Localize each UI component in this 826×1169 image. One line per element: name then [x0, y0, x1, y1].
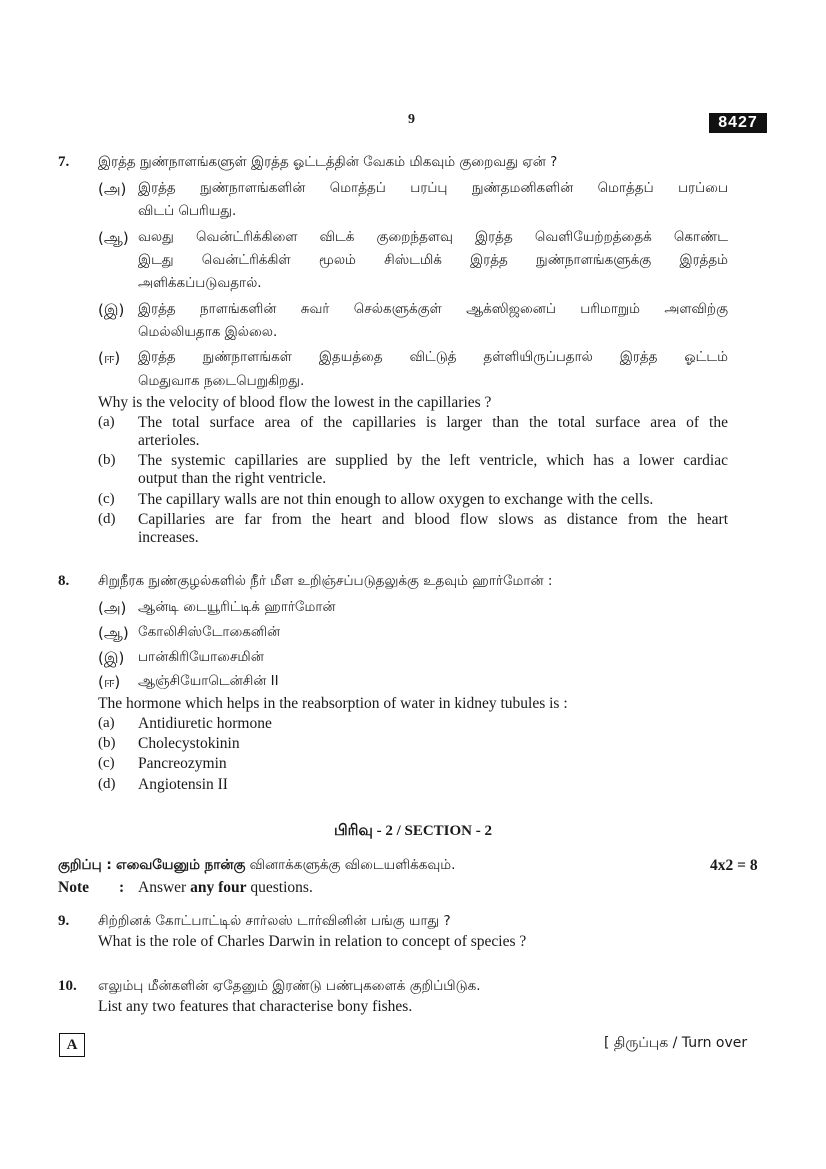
turn-over-text: [ திருப்புக / Turn over [604, 1035, 748, 1051]
paper-code-badge: 8427 [709, 113, 767, 133]
note-tamil-rest: வினாக்களுக்கு விடையளிக்கவும். [249, 857, 456, 873]
q7-english-option-label: (b) [98, 452, 116, 468]
question-8-english: The hormone which helps in the reabsorption of water in kidney tubules is : [98, 695, 568, 712]
q7-english-option-text: Capillaries are far from the heart and blood flow slows as distance from the heart [138, 511, 728, 528]
q8-english-option-label: (b) [98, 735, 116, 751]
q7-english-option-text: The systemic capillaries are supplied by the left ventricle, which has a lower cardiac [138, 452, 728, 469]
q7-tamil-option-label: (ஆ) [98, 229, 129, 247]
question-7-english: Why is the velocity of blood flow the lowest in the capillaries ? [98, 394, 492, 411]
q7-tamil-option-text: மெதுவாக நடைபெறுகிறது. [138, 373, 305, 389]
question-9-english: What is the role of Charles Darwin in relation to concept of species ? [98, 933, 527, 950]
q8-tamil-option-label: (ஆ) [98, 624, 129, 642]
q7-tamil-option-text: இடது வென்ட்ரிக்கிள் மூலம் சிஸ்டமிக் இரத்த நுண்நாளங்களுக்கு இரத்தம் [138, 252, 728, 268]
question-10-tamil: எலும்பு மீன்களின் ஏதேனும் இரண்டு பண்புகளைக் குறிப்பிடுக. [98, 978, 481, 994]
q7-english-option-text: The capillary walls are not thin enough to allow oxygen to exchange with the cells. [138, 491, 654, 508]
q8-english-option-text: Antidiuretic hormone [138, 715, 272, 732]
question-7-tamil: இரத்த நுண்நாளங்களுள் இரத்த ஓட்டத்தின் வேகம் மிகவும் குறைவது ஏன் ? [98, 154, 558, 170]
note-tamil [58, 857, 455, 875]
q7-tamil-option-label: (ஈ) [98, 349, 121, 367]
q7-english-option-label: (a) [98, 414, 115, 430]
q8-english-option-text: Pancreozymin [138, 755, 227, 772]
q7-tamil-option-text: மெல்லியதாக இல்லை. [138, 324, 278, 340]
q7-english-option-label: (c) [98, 491, 115, 507]
question-10-number: 10. [58, 978, 77, 994]
section-heading: பிரிவு - 2 / SECTION - 2 [333, 823, 492, 839]
page-number: 9 [408, 112, 415, 127]
q7-tamil-option-label: (அ) [98, 180, 127, 198]
marks-allocation: 4x2 = 8 [710, 857, 758, 874]
q7-english-option-text: The total surface area of the capillaries is larger than the total surface area of the [138, 414, 728, 431]
question-10-english: List any two features that characterise bony fishes. [98, 998, 413, 1015]
note-colon: : [119, 879, 125, 896]
q7-tamil-option-text: இரத்த நுண்நாளங்களின் மொத்தப் பரப்பு நுண்தமனிகளின் மொத்தப் பரப்பை [138, 180, 728, 196]
version-box: A [59, 1033, 85, 1057]
question-8-tamil: சிறுநீரக நுண்குழல்களில் நீர் மீள உறிஞ்சப்படுதலுக்கு உதவும் ஹார்மோன் : [98, 573, 553, 589]
q8-english-option-text: Cholecystokinin [138, 735, 240, 752]
question-9-number: 9. [58, 913, 70, 929]
q8-tamil-option-label: (ஈ) [98, 673, 121, 691]
q7-tamil-option-text: இரத்த நாளங்களின் சுவர் செல்களுக்குள் ஆக்ஸிஜனைப் பரிமாறும் அளவிற்கு [138, 301, 728, 317]
q7-english-option-text: arterioles. [138, 432, 200, 449]
q8-english-option-label: (c) [98, 755, 115, 771]
q7-tamil-option-text: விடப் பெரியது. [138, 203, 237, 219]
q7-tamil-option-text: இரத்த நுண்நாளங்கள் இதயத்தை விட்டுத் தள்ளியிருப்பதால் இரத்த ஓட்டம் [138, 349, 728, 365]
q8-tamil-option-text: ஆஞ்சியோடென்சின் II [138, 673, 279, 689]
note-english-bold: any four [190, 879, 247, 896]
q7-english-option-text: increases. [138, 529, 199, 546]
q8-tamil-option-label: (இ) [98, 649, 125, 667]
q8-tamil-option-text: கோலிசிஸ்டோகைனின் [138, 624, 281, 640]
q8-tamil-option-label: (அ) [98, 599, 127, 617]
question-9-tamil: சிற்றினக் கோட்பாட்டில் சார்லஸ் டார்வினின் பங்கு யாது ? [98, 913, 451, 929]
q8-english-option-text: Angiotensin II [138, 776, 228, 793]
note-english [138, 879, 313, 897]
q7-english-option-text: output than the right ventricle. [138, 470, 327, 487]
note-english-pre: Answer [138, 879, 187, 896]
q7-tamil-option-label: (இ) [98, 301, 125, 319]
question-7-number: 7. [58, 154, 70, 170]
q7-english-option-label: (d) [98, 511, 116, 527]
note-tamil-bold: எவையேனும் நான்கு [116, 857, 246, 873]
q7-tamil-option-text: அளிக்கப்படுவதால். [138, 275, 262, 291]
note-english-label: Note [58, 879, 89, 896]
q8-tamil-option-text: ஆன்டி டையூரிட்டிக் ஹார்மோன் [138, 599, 336, 615]
q8-tamil-option-text: பான்கிரியோசைமின் [138, 649, 264, 665]
q8-english-option-label: (a) [98, 715, 115, 731]
q7-tamil-option-text: வலது வென்ட்ரிக்கிளை விடக் குறைந்தளவு இரத்த வெளியேற்றத்தைக் கொண்ட [138, 229, 728, 245]
q8-english-option-label: (d) [98, 776, 116, 792]
note-english-post: questions. [250, 879, 313, 896]
question-8-number: 8. [58, 573, 70, 589]
note-tamil-label: குறிப்பு : [58, 857, 112, 873]
